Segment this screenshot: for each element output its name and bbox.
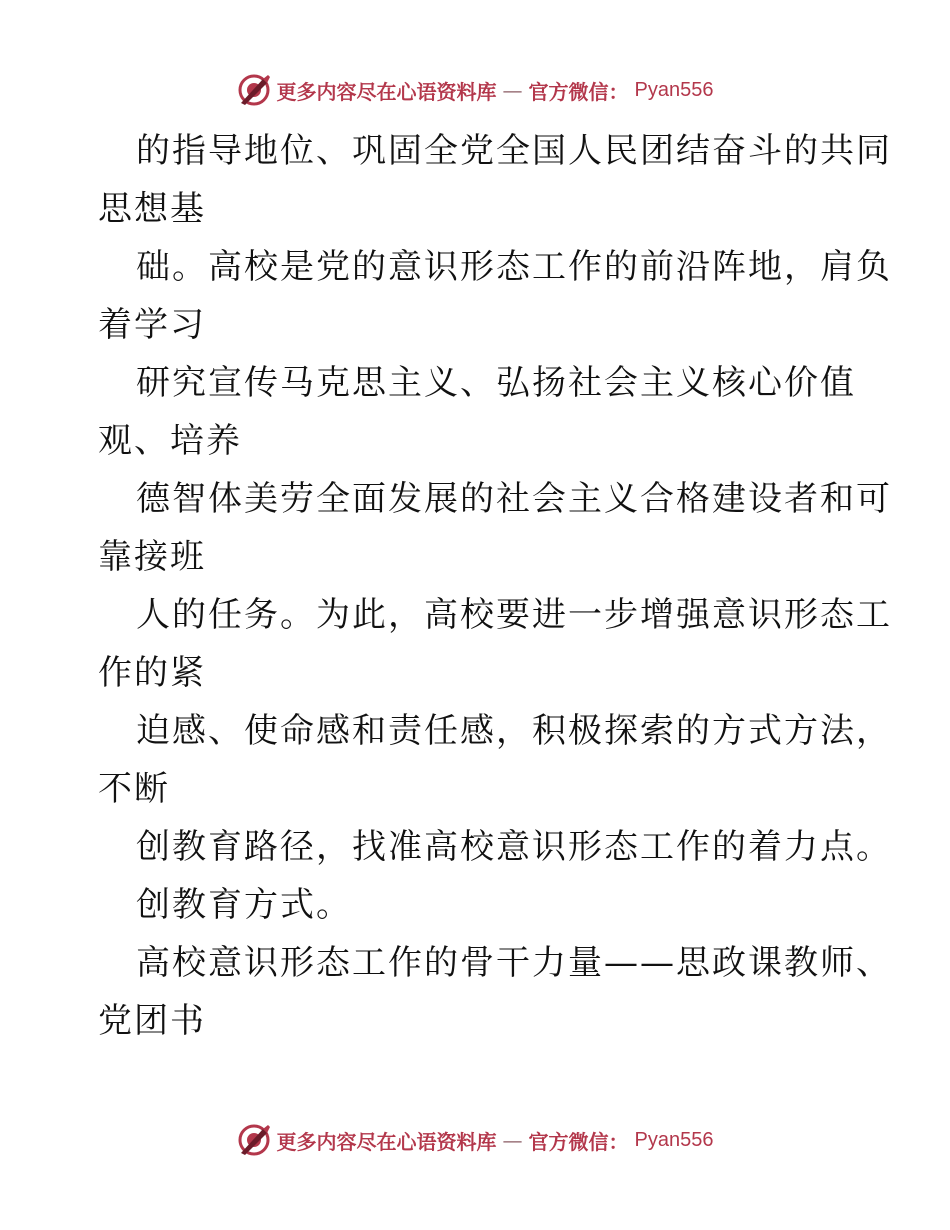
footer-contact-label: 官方微信：: [528, 1129, 629, 1154]
footer-contact-value: Pyan556: [634, 1128, 714, 1151]
text-line: 不断: [98, 769, 170, 809]
text-line: 高校意识形态工作的骨干力量——思政课教师、: [136, 943, 892, 983]
header-banner: [0, 70, 950, 110]
header-contact-value: Pyan556: [634, 78, 714, 101]
text-line: 作的紧: [98, 653, 206, 693]
header-site-name: 更多内容尽在心语资料库: [276, 79, 497, 104]
text-line: 观、培养: [98, 421, 242, 461]
text-line: 着学习: [98, 305, 206, 345]
header-contact-label: 官方微信：: [528, 79, 629, 104]
document-body: [98, 122, 892, 1050]
footer-separator: —: [502, 1128, 523, 1152]
text-line: 创教育方式。: [136, 885, 352, 925]
footer-site-name: 更多内容尽在心语资料库: [276, 1129, 497, 1154]
text-line: 德智体美劳全面发展的社会主义合格建设者和可: [136, 479, 892, 519]
text-line: 研究宣传马克思主义、弘扬社会主义核心价值: [136, 363, 856, 403]
header-separator: —: [502, 78, 523, 102]
footer-banner: [0, 1120, 950, 1160]
text-line: 创教育路径，找准高校意识形态工作的着力点。: [136, 827, 892, 867]
pen-logo-icon: [237, 73, 271, 107]
pen-logo-icon: [237, 1123, 271, 1157]
text-line: 础。高校是党的意识形态工作的前沿阵地，肩负: [136, 247, 892, 287]
text-line: 党团书: [98, 1001, 206, 1041]
text-line: 靠接班: [98, 537, 206, 577]
text-line: 人的任务。为此，高校要进一步增强意识形态工: [136, 595, 892, 635]
text-line: 的指导地位、巩固全党全国人民团结奋斗的共同: [136, 131, 892, 171]
text-line: 迫感、使命感和责任感，积极探索的方式方法，: [136, 711, 892, 751]
text-line: 思想基: [98, 189, 206, 229]
